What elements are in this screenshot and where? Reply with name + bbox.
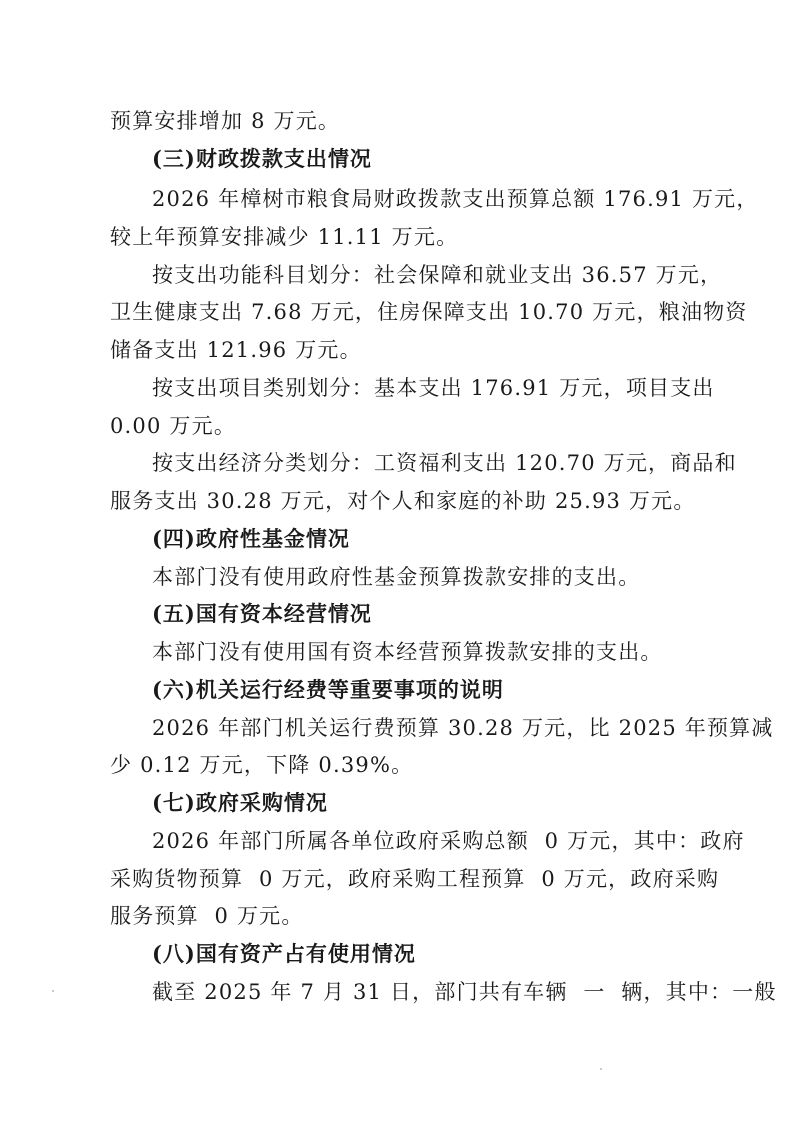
text-line: 截至 2025 年 7 月 31 日，部门共有车辆 一 辆，其中：一般 (152, 980, 777, 1004)
section-heading: (八)国有资产占有使用情况 (152, 941, 416, 966)
scan-speck (52, 990, 54, 992)
section-heading: (七)政府采购情况 (152, 790, 328, 815)
section-heading: (五)国有资本经营情况 (152, 601, 372, 626)
section-heading: (三)财政拨款支出情况 (152, 146, 372, 171)
scan-speck (600, 1068, 602, 1070)
section-heading: (六)机关运行经费等重要事项的说明 (152, 677, 504, 702)
text-line: 服务预算 0 万元。 (110, 904, 304, 928)
text-line: 按支出项目类别划分：基本支出 176.91 万元，项目支出 (152, 376, 715, 400)
text-line: 较上年预算安排减少 11.11 万元。 (110, 225, 459, 249)
text-line: 本部门没有使用国有资本经营预算拨款安排的支出。 (152, 640, 663, 664)
text-line: 2026 年樟树市粮食局财政拨款支出预算总额 176.91 万元， (152, 187, 759, 211)
text-line: 按支出功能科目划分：社会保障和就业支出 36.57 万元， (152, 263, 723, 287)
text-line: 采购货物预算 0 万元，政府采购工程预算 0 万元，政府采购 (110, 867, 720, 891)
text-line: 本部门没有使用政府性基金预算拨款安排的支出。 (152, 565, 641, 589)
text-line: 服务支出 30.28 万元，对个人和家庭的补助 25.93 万元。 (110, 489, 696, 513)
text-line: 2026 年部门所属各单位政府采购总额 0 万元，其中：政府 (152, 829, 745, 853)
section-heading: (四)政府性基金情况 (152, 526, 350, 551)
text-line: 储备支出 121.96 万元。 (110, 338, 362, 362)
text-line: 卫生健康支出 7.68 万元，住房保障支出 10.70 万元，粮油物资 (110, 300, 748, 324)
text-line: 2026 年部门机关运行费预算 30.28 万元，比 2025 年预算减 (152, 716, 774, 740)
text-line: 0.00 万元。 (110, 414, 237, 438)
text-line: 少 0.12 万元，下降 0.39%。 (110, 753, 414, 777)
text-line: 按支出经济分类划分：工资福利支出 120.70 万元，商品和 (152, 451, 737, 475)
text-line: 预算安排增加 8 万元。 (110, 109, 341, 133)
